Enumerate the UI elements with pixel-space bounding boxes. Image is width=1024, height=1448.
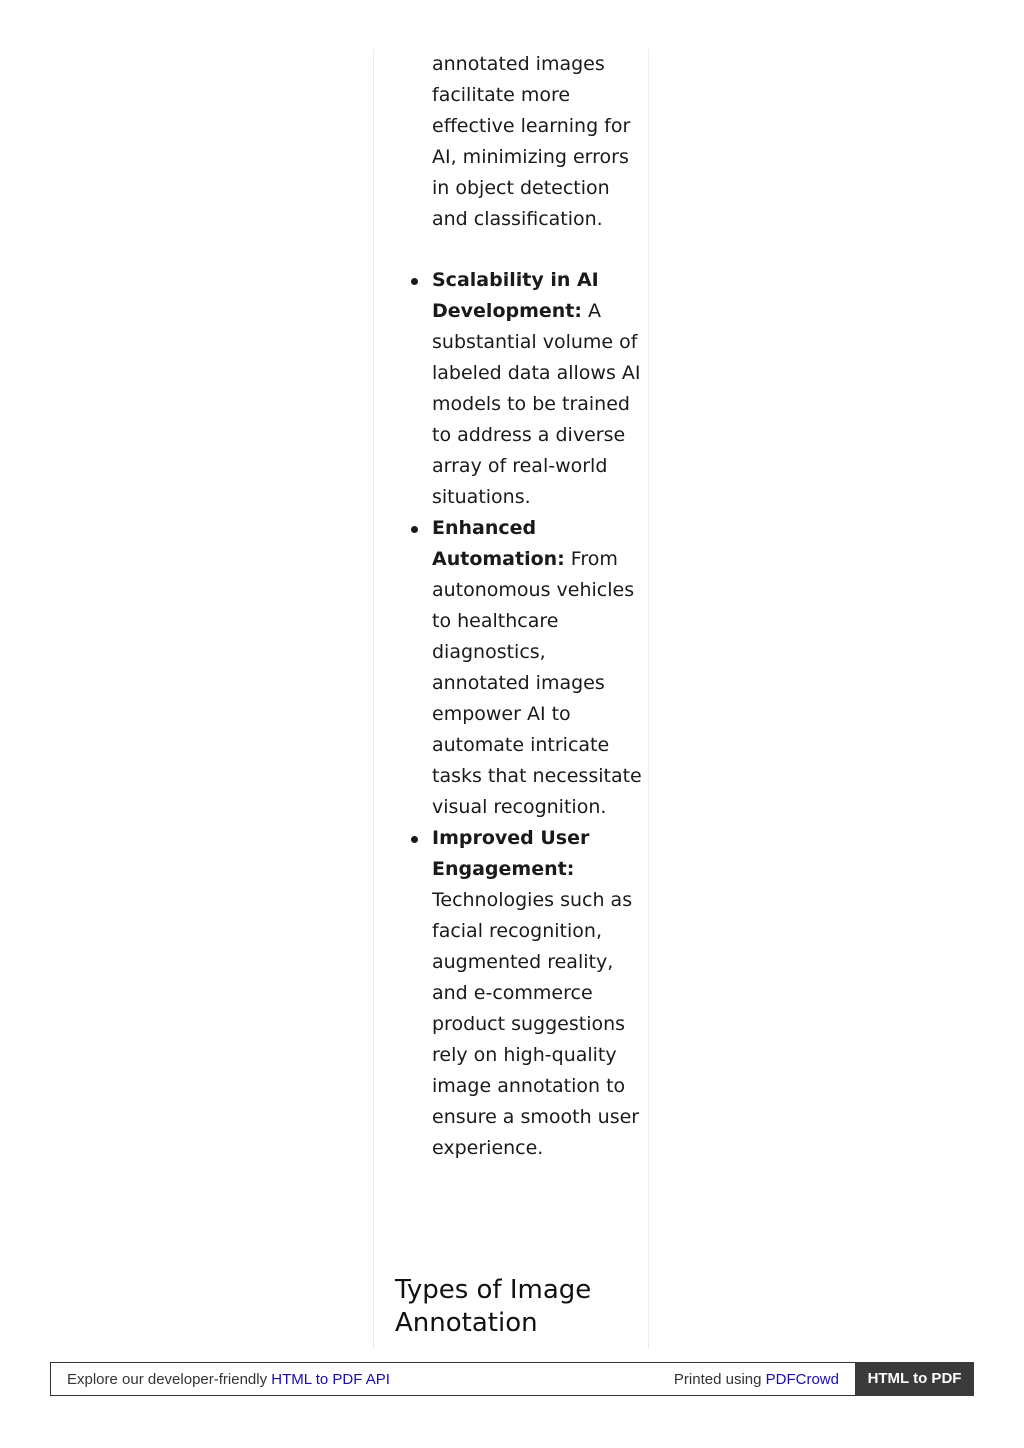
benefit-term: Improved User Engagement: (432, 827, 590, 880)
footer-explore-text: Explore our developer-friendly (67, 1371, 272, 1388)
benefit-term: Enhanced Automation: (432, 517, 565, 570)
benefits-list (432, 265, 642, 1164)
footer-explore (67, 1371, 390, 1388)
list-item (432, 265, 642, 513)
bullet-icon (411, 836, 418, 843)
benefit-text: A substantial volume of labeled data allows AI models to be trained to address a diverse array of real-world situations. (432, 300, 641, 508)
benefit-term: Scalability in AI Development: (432, 269, 599, 322)
list-item (432, 823, 642, 1164)
footer-printed-text: Printed using (673, 1371, 766, 1388)
benefit-text: From autonomous vehicles to healthcare diagnostics, annotated images empower AI to automate intricate tasks that necessitate visual recognition. (432, 548, 642, 818)
footer-printed (674, 1371, 839, 1388)
html-to-pdf-api-link[interactable]: HTML to PDF API (271, 1371, 390, 1388)
pdfcrowd-footer (50, 1362, 974, 1396)
section-heading: Types of Image Annotation (395, 1275, 592, 1338)
html-to-pdf-button[interactable]: HTML to PDF (855, 1362, 974, 1396)
pdfcrowd-link[interactable]: PDFCrowd (765, 1371, 839, 1388)
benefit-text: Technologies such as facial recognition, augmented reality, and e-commerce product suggestions rely on high-quality image annotation to ensure a smooth user experience. (432, 889, 640, 1159)
intro-paragraph-tail: annotated images facilitate more effective learning for AI, minimizing errors in object detection and classification. (432, 53, 631, 230)
bullet-icon (411, 526, 418, 533)
list-item (432, 513, 642, 823)
article-column (373, 49, 649, 1349)
bullet-icon (411, 278, 418, 285)
